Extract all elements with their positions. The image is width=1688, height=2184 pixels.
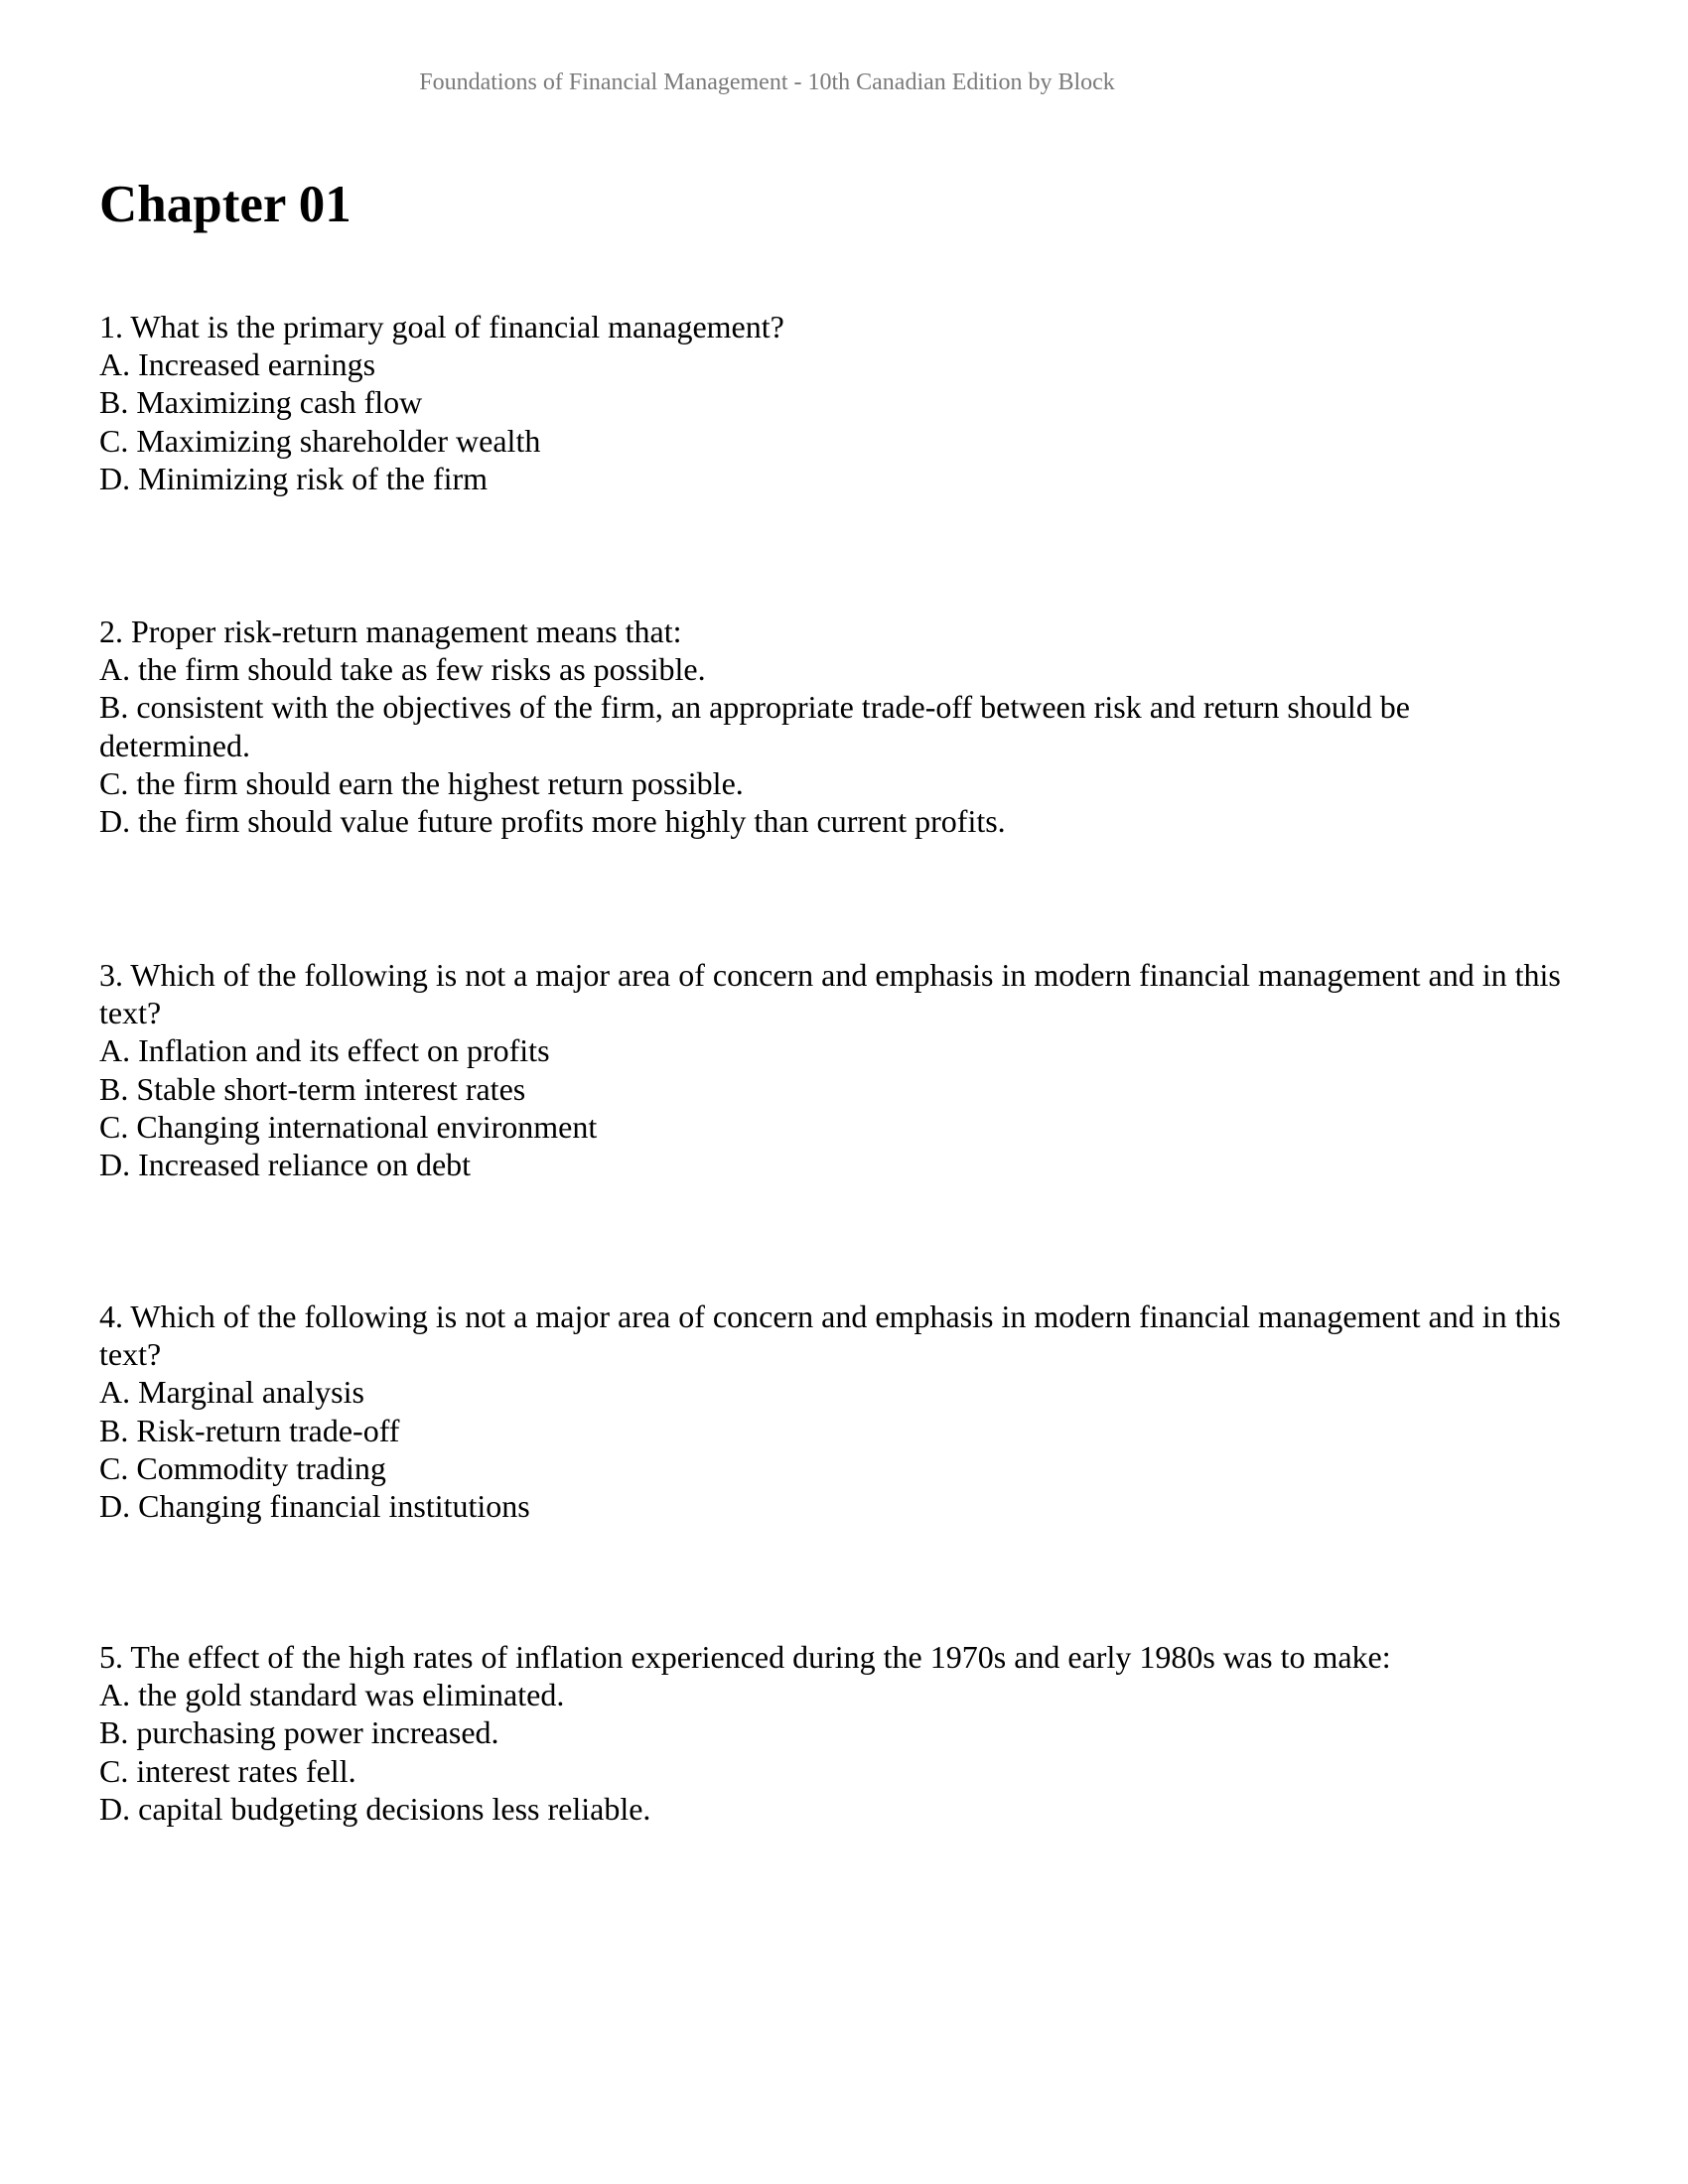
- option-c: C. the firm should earn the highest return possible.: [99, 764, 744, 801]
- option-a: A. Inflation and its effect on profits: [99, 1032, 550, 1069]
- question-stem: 1. What is the primary goal of financial management?: [99, 309, 784, 344]
- option-c: C. Maximizing shareholder wealth: [99, 422, 541, 459]
- option-d: D. Increased reliance on debt: [99, 1147, 472, 1183]
- question-1: [99, 308, 1589, 497]
- question-stem: 5. The effect of the high rates of inflation experienced during the 1970s and early 1980s was to make:: [99, 1639, 1391, 1675]
- question-5: [99, 1638, 1589, 1828]
- option-c: C. Commodity trading: [99, 1449, 386, 1486]
- option-a: A. Increased earnings: [99, 346, 376, 383]
- option-d: D. the firm should value future profits more highly than current profits.: [99, 803, 1006, 840]
- running-header: Foundations of Financial Management - 10th Canadian Edition by Block: [419, 69, 1115, 95]
- option-b: B. purchasing power increased.: [99, 1714, 499, 1751]
- option-b: B. consistent with the objectives of the firm, an appropriate trade-off between risk and return should be determined.: [99, 689, 1418, 763]
- option-a: A. Marginal analysis: [99, 1374, 364, 1411]
- question-4: [99, 1297, 1609, 1525]
- question-stem: 3. Which of the following is not a major area of concern and emphasis in modern financial management and in this text?: [99, 957, 1569, 1031]
- question-2: [99, 613, 1509, 840]
- option-d: D. Minimizing risk of the firm: [99, 460, 489, 496]
- question-3: [99, 956, 1609, 1183]
- question-stem: 4. Which of the following is not a major area of concern and emphasis in modern financial management and in this text?: [99, 1298, 1569, 1373]
- option-b: B. Stable short-term interest rates: [99, 1070, 526, 1107]
- option-b: B. Risk-return trade-off: [99, 1412, 400, 1448]
- option-d: D. Changing financial institutions: [99, 1488, 530, 1525]
- option-c: C. interest rates fell.: [99, 1752, 356, 1789]
- question-stem: 2. Proper risk-return management means that:: [99, 614, 682, 649]
- chapter-title: Chapter 01: [99, 176, 352, 233]
- option-d: D. capital budgeting decisions less reliable.: [99, 1790, 651, 1827]
- option-b: B. Maximizing cash flow: [99, 384, 423, 421]
- option-c: C. Changing international environment: [99, 1108, 598, 1145]
- option-a: A. the firm should take as few risks as possible.: [99, 651, 706, 688]
- option-a: A. the gold standard was eliminated.: [99, 1677, 565, 1713]
